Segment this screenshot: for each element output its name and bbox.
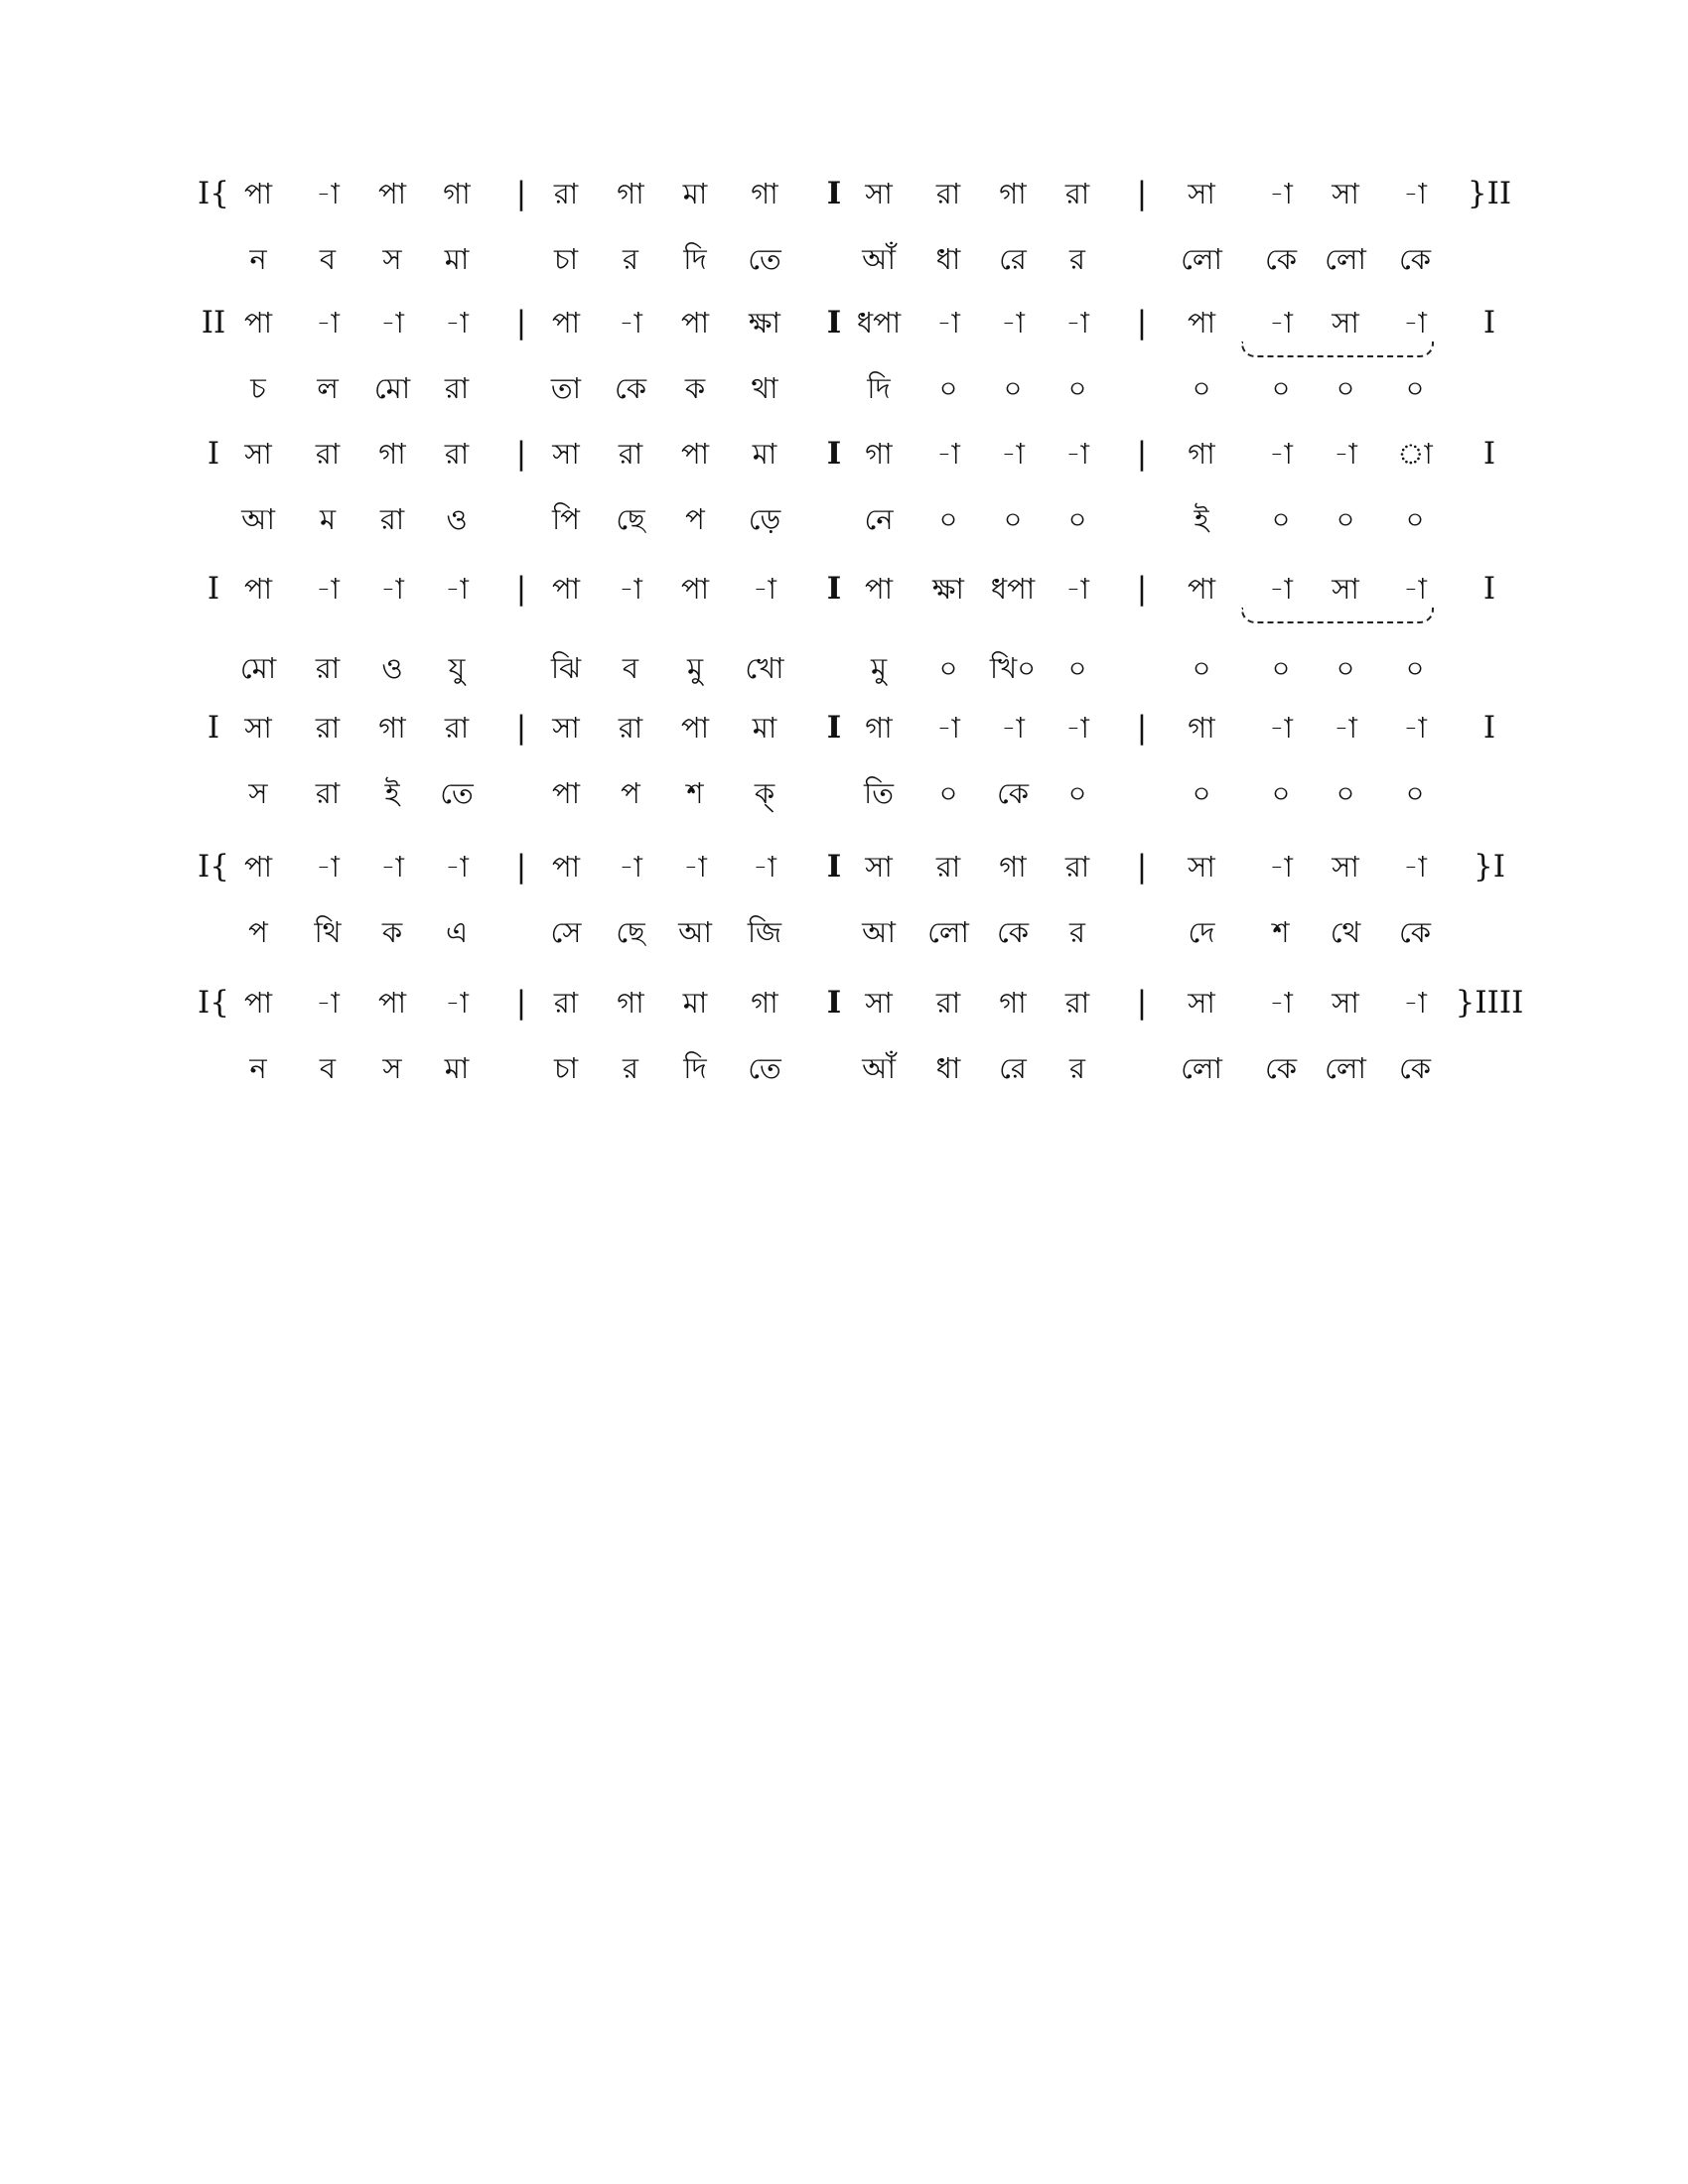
note-cell: পা <box>864 572 894 606</box>
note-cell: রা <box>444 711 470 745</box>
note-cell: -া <box>445 572 469 606</box>
lyric-syllable: নে <box>864 502 894 536</box>
start-barline: I{ <box>198 176 229 211</box>
note-cell: পা <box>551 306 581 340</box>
lyric-syllable: ল <box>317 371 339 405</box>
lyric-syllable: র <box>623 242 638 276</box>
note-cell: -া <box>1001 306 1025 340</box>
note-cell: -া <box>1403 711 1427 745</box>
note-cell: -া <box>445 850 469 884</box>
note-cell: গা <box>999 177 1027 210</box>
lyric-syllable: শ <box>686 776 704 810</box>
notes-row <box>0 842 1688 891</box>
lyric-syllable: সে <box>550 915 582 949</box>
note-cell: রা <box>1064 177 1090 210</box>
note-cell: গা <box>443 177 471 210</box>
note-cell: -া <box>936 711 960 745</box>
note-cell: রা <box>553 986 579 1020</box>
lyric-syllable: খি০ <box>989 651 1037 685</box>
end-barline: I <box>1482 571 1496 607</box>
end-barline: }IIII <box>1455 985 1524 1021</box>
lyric-syllable: দি <box>867 371 891 405</box>
lyric-syllable: ০ <box>1003 371 1023 405</box>
lyric-syllable: লো <box>1325 1051 1366 1085</box>
lyrics-row <box>0 643 1688 693</box>
bar-divider: | <box>1136 176 1148 211</box>
note-cell: সা <box>865 177 893 210</box>
bar-divider: | <box>1136 571 1148 607</box>
note-cell: -া <box>619 306 642 340</box>
note-cell: গা <box>617 177 644 210</box>
note-cell: ধপা <box>990 572 1036 606</box>
bar-divider: | <box>1136 436 1148 472</box>
note-cell: -া <box>316 306 340 340</box>
bar-divider: I <box>826 849 842 885</box>
lyric-syllable: ০ <box>1271 776 1291 810</box>
lyric-syllable: রে <box>999 1051 1027 1085</box>
lyric-syllable: ছে <box>616 502 645 536</box>
lyric-syllable: ন <box>249 242 267 276</box>
lyric-syllable: এ <box>445 915 469 949</box>
note-cell: -া <box>1403 986 1427 1020</box>
start-barline: I <box>207 710 220 746</box>
note-cell: -া <box>936 306 960 340</box>
note-cell: গা <box>865 711 893 745</box>
end-barline: }I <box>1474 849 1505 885</box>
lyric-syllable: আ <box>678 915 712 949</box>
bar-divider: I <box>826 571 842 607</box>
lyric-syllable: ম <box>319 502 337 536</box>
lyric-syllable: কে <box>1398 1051 1432 1085</box>
note-cell: -া <box>380 572 404 606</box>
notation-system <box>0 429 1688 568</box>
lyric-syllable: পা <box>551 776 581 810</box>
note-cell: -া <box>380 306 404 340</box>
lyric-syllable: ক <box>381 915 403 949</box>
end-barline: }II <box>1467 176 1512 211</box>
lyric-syllable: ০ <box>938 776 958 810</box>
note-cell: রা <box>1064 850 1090 884</box>
lyric-syllable: রা <box>315 776 341 810</box>
note-cell: সা <box>244 437 272 471</box>
note-cell: গা <box>865 437 893 471</box>
note-cell: ক্ষা <box>749 306 780 340</box>
note-cell: -া <box>316 572 340 606</box>
note-cell: রা <box>935 986 961 1020</box>
lyric-syllable: খো <box>745 651 784 685</box>
lyric-syllable: থি <box>314 915 342 949</box>
note-cell: পা <box>243 850 273 884</box>
note-cell: -া <box>1065 572 1089 606</box>
note-cell: সা <box>1188 177 1215 210</box>
note-cell: -া <box>753 572 776 606</box>
lyric-syllable: ০ <box>1003 502 1023 536</box>
lyric-syllable: ০ <box>938 371 958 405</box>
start-barline: I{ <box>198 849 229 885</box>
note-cell: পা <box>680 306 710 340</box>
notation-system <box>0 298 1688 437</box>
lyric-syllable: যু <box>448 651 466 685</box>
note-cell: পা <box>680 572 710 606</box>
note-cell: -া <box>1269 437 1293 471</box>
lyric-syllable: দে <box>1188 915 1215 949</box>
lyric-syllable: থা <box>751 371 778 405</box>
lyric-syllable: আঁ <box>862 1051 896 1085</box>
note-cell: পা <box>377 986 407 1020</box>
lyric-syllable: স <box>248 776 268 810</box>
lyric-syllable: লো <box>1181 1051 1222 1085</box>
note-cell: রা <box>935 177 961 210</box>
note-cell: সা <box>865 850 893 884</box>
note-cell: -া <box>1269 306 1293 340</box>
note-cell: -া <box>1403 850 1427 884</box>
note-cell: মা <box>752 711 777 745</box>
lyric-syllable: ক্ <box>754 776 775 810</box>
lyric-syllable: ই <box>384 776 400 810</box>
lyric-syllable: ০ <box>1405 776 1425 810</box>
lyric-syllable: ০ <box>1067 776 1087 810</box>
bar-divider: | <box>515 436 527 472</box>
start-barline: I{ <box>198 985 229 1021</box>
note-cell: পা <box>243 177 273 210</box>
lyric-syllable: মা <box>444 1051 470 1085</box>
bar-divider: | <box>515 985 527 1021</box>
note-cell: -া <box>1065 437 1089 471</box>
lyric-syllable: ক <box>684 371 706 405</box>
note-cell: সা <box>552 711 580 745</box>
lyric-syllable: ০ <box>1067 651 1087 685</box>
lyric-syllable: ০ <box>1192 371 1211 405</box>
note-cell: -া <box>1403 306 1427 340</box>
lyric-syllable: লো <box>1325 242 1366 276</box>
note-cell: পা <box>551 850 581 884</box>
lyric-syllable: ০ <box>1405 502 1425 536</box>
note-cell: রা <box>444 437 470 471</box>
note-cell: পা <box>377 177 407 210</box>
lyric-syllable: প <box>248 915 268 949</box>
lyric-syllable: কে <box>996 915 1030 949</box>
note-cell: -া <box>380 850 404 884</box>
bar-divider: | <box>515 176 527 211</box>
lyric-syllable: মু <box>870 651 888 685</box>
lyric-syllable: ০ <box>1405 371 1425 405</box>
note-cell: সা <box>552 437 580 471</box>
lyric-syllable: জি <box>747 915 782 949</box>
lyric-syllable: চা <box>553 242 579 276</box>
note-cell: গা <box>751 986 778 1020</box>
note-cell: গা <box>999 986 1027 1020</box>
note-cell: গা <box>378 437 406 471</box>
note-cell: া <box>1397 437 1433 471</box>
slur-mark <box>1241 341 1434 357</box>
lyric-syllable: ০ <box>938 651 958 685</box>
lyrics-row <box>0 1043 1688 1093</box>
note-cell: পা <box>551 572 581 606</box>
lyrics-row <box>0 768 1688 818</box>
note-cell: গা <box>617 986 644 1020</box>
note-cell: মা <box>682 177 708 210</box>
lyric-syllable: দি <box>683 242 707 276</box>
note-cell: -া <box>445 986 469 1020</box>
lyric-syllable: ও <box>381 651 403 685</box>
note-cell: রা <box>618 437 643 471</box>
note-cell: রা <box>1064 986 1090 1020</box>
note-cell: মা <box>682 986 708 1020</box>
notes-row <box>0 429 1688 478</box>
lyric-syllable: চ <box>250 371 266 405</box>
note-cell: পা <box>1187 306 1216 340</box>
lyric-syllable: ০ <box>938 502 958 536</box>
notation-system <box>0 564 1688 703</box>
lyrics-row <box>0 494 1688 544</box>
note-cell: সা <box>244 711 272 745</box>
bar-divider: | <box>1136 985 1148 1021</box>
note-cell: -া <box>1269 177 1293 210</box>
lyrics-row <box>0 907 1688 957</box>
note-cell: -া <box>1334 711 1357 745</box>
lyric-syllable: স <box>382 1051 402 1085</box>
lyric-syllable: কে <box>614 371 647 405</box>
lyric-syllable: প <box>621 776 640 810</box>
note-cell: পা <box>680 437 710 471</box>
notes-row <box>0 564 1688 614</box>
lyric-syllable: ০ <box>1405 651 1425 685</box>
lyric-syllable: তে <box>748 242 781 276</box>
note-cell: রা <box>315 711 341 745</box>
note-cell: -া <box>316 850 340 884</box>
lyric-syllable: ই <box>1194 502 1209 536</box>
lyric-syllable: ০ <box>1336 651 1355 685</box>
lyric-syllable: ব <box>319 242 337 276</box>
lyric-syllable: মো <box>373 371 411 405</box>
notation-system <box>0 703 1688 842</box>
lyric-syllable: কে <box>1264 242 1298 276</box>
lyric-syllable: কে <box>1264 1051 1298 1085</box>
note-cell: -া <box>1065 306 1089 340</box>
note-cell: -া <box>619 572 642 606</box>
note-cell: -া <box>1065 711 1089 745</box>
lyric-syllable: ০ <box>1067 371 1087 405</box>
lyric-syllable: প <box>685 502 705 536</box>
note-cell: সা <box>1188 986 1215 1020</box>
lyric-syllable: র <box>623 1051 638 1085</box>
lyric-syllable: লো <box>1181 242 1222 276</box>
note-cell: -া <box>316 177 340 210</box>
notes-row <box>0 978 1688 1027</box>
note-cell: -া <box>936 437 960 471</box>
lyric-syllable: ০ <box>1192 651 1211 685</box>
lyric-syllable: মা <box>444 242 470 276</box>
lyric-syllable: রা <box>444 371 470 405</box>
lyric-syllable: কে <box>996 776 1030 810</box>
lyric-syllable: স <box>382 242 402 276</box>
note-cell: -া <box>683 850 707 884</box>
lyric-syllable: ও <box>446 502 468 536</box>
note-cell: রা <box>935 850 961 884</box>
lyric-syllable: তা <box>550 371 582 405</box>
note-cell: গা <box>378 711 406 745</box>
lyric-syllable: ঝি <box>550 651 582 685</box>
lyric-syllable: ব <box>319 1051 337 1085</box>
note-cell: -া <box>445 306 469 340</box>
lyric-syllable: থে <box>1330 915 1361 949</box>
note-cell: -া <box>1269 572 1293 606</box>
note-cell: সা <box>1332 850 1359 884</box>
note-cell: -া <box>1403 177 1427 210</box>
lyric-syllable: ছে <box>616 915 645 949</box>
lyric-syllable: কে <box>1398 242 1432 276</box>
lyric-syllable: ব <box>622 651 639 685</box>
lyric-syllable: রা <box>379 502 405 536</box>
bar-divider: I <box>826 985 842 1021</box>
lyric-syllable: মো <box>239 651 277 685</box>
bar-divider: | <box>1136 305 1148 341</box>
lyric-syllable: র <box>1069 1051 1085 1085</box>
note-cell: গা <box>999 850 1027 884</box>
note-cell: -া <box>1403 572 1427 606</box>
lyric-syllable: র <box>1069 915 1085 949</box>
note-cell: সা <box>1332 177 1359 210</box>
notation-system <box>0 978 1688 1117</box>
lyric-syllable: পি <box>552 502 580 536</box>
note-cell: -া <box>1001 711 1025 745</box>
note-cell: -া <box>619 850 642 884</box>
lyric-syllable: ড়ে <box>748 502 781 536</box>
lyric-syllable: লো <box>927 915 969 949</box>
lyrics-row <box>0 363 1688 413</box>
lyric-syllable: তে <box>748 1051 781 1085</box>
note-cell: -া <box>753 850 776 884</box>
end-barline: I <box>1482 710 1496 746</box>
lyric-syllable: তি <box>863 776 895 810</box>
lyric-syllable: ০ <box>1336 371 1355 405</box>
note-cell: -া <box>1001 437 1025 471</box>
note-cell: গা <box>1188 711 1215 745</box>
lyric-syllable: আ <box>241 502 275 536</box>
start-barline: II <box>201 305 226 341</box>
lyric-syllable: রা <box>315 651 341 685</box>
lyric-syllable: ০ <box>1067 502 1087 536</box>
lyric-syllable: ০ <box>1336 502 1355 536</box>
bar-divider: I <box>826 436 842 472</box>
lyric-syllable: ধা <box>935 1051 961 1085</box>
note-cell: পা <box>243 986 273 1020</box>
lyric-syllable: কে <box>1398 915 1432 949</box>
lyric-syllable: ০ <box>1336 776 1355 810</box>
bar-divider: | <box>515 305 527 341</box>
note-cell: রা <box>315 437 341 471</box>
note-cell: -া <box>1334 437 1357 471</box>
lyric-syllable: ০ <box>1271 371 1291 405</box>
note-cell: সা <box>1188 850 1215 884</box>
note-cell: গা <box>1188 437 1215 471</box>
note-cell: ক্ষা <box>932 572 964 606</box>
bar-divider: | <box>515 849 527 885</box>
lyric-syllable: দি <box>683 1051 707 1085</box>
slur-mark <box>1241 608 1434 623</box>
note-cell: -া <box>1269 711 1293 745</box>
lyric-syllable: তে <box>440 776 474 810</box>
note-cell: ধপা <box>856 306 902 340</box>
lyric-syllable: ন <box>249 1051 267 1085</box>
lyric-syllable: রে <box>999 242 1027 276</box>
end-barline: I <box>1482 305 1496 341</box>
bar-divider: I <box>826 710 842 746</box>
start-barline: I <box>207 571 220 607</box>
note-cell: সা <box>1332 306 1359 340</box>
bar-divider: | <box>515 571 527 607</box>
lyric-syllable: আ <box>862 915 896 949</box>
bar-divider: | <box>1136 849 1148 885</box>
notes-row <box>0 169 1688 218</box>
bar-divider: I <box>826 176 842 211</box>
lyric-syllable: ০ <box>1271 651 1291 685</box>
bar-divider: | <box>515 710 527 746</box>
lyric-syllable: আঁ <box>862 242 896 276</box>
end-barline: I <box>1482 436 1496 472</box>
note-cell: পা <box>243 572 273 606</box>
note-cell: -া <box>316 986 340 1020</box>
lyric-syllable: শ <box>1272 915 1290 949</box>
note-cell: রা <box>618 711 643 745</box>
lyric-syllable: ০ <box>1271 502 1291 536</box>
lyric-syllable: মু <box>686 651 704 685</box>
note-cell: রা <box>553 177 579 210</box>
bar-divider: I <box>826 305 842 341</box>
lyric-syllable: র <box>1069 242 1085 276</box>
note-cell: সা <box>1332 986 1359 1020</box>
notes-row <box>0 298 1688 347</box>
lyrics-row <box>0 234 1688 284</box>
note-cell: গা <box>751 177 778 210</box>
start-barline: I <box>207 436 220 472</box>
note-cell: পা <box>1187 572 1216 606</box>
lyric-syllable: চা <box>553 1051 579 1085</box>
note-cell: পা <box>243 306 273 340</box>
note-cell: -া <box>1269 850 1293 884</box>
lyric-syllable: ০ <box>1192 776 1211 810</box>
note-cell: মা <box>752 437 777 471</box>
bar-divider: | <box>1136 710 1148 746</box>
notation-system <box>0 169 1688 308</box>
notation-system <box>0 842 1688 981</box>
lyric-syllable: ধা <box>935 242 961 276</box>
note-cell: সা <box>865 986 893 1020</box>
notes-row <box>0 703 1688 752</box>
note-cell: পা <box>680 711 710 745</box>
note-cell: সা <box>1332 572 1359 606</box>
note-cell: -া <box>1269 986 1293 1020</box>
